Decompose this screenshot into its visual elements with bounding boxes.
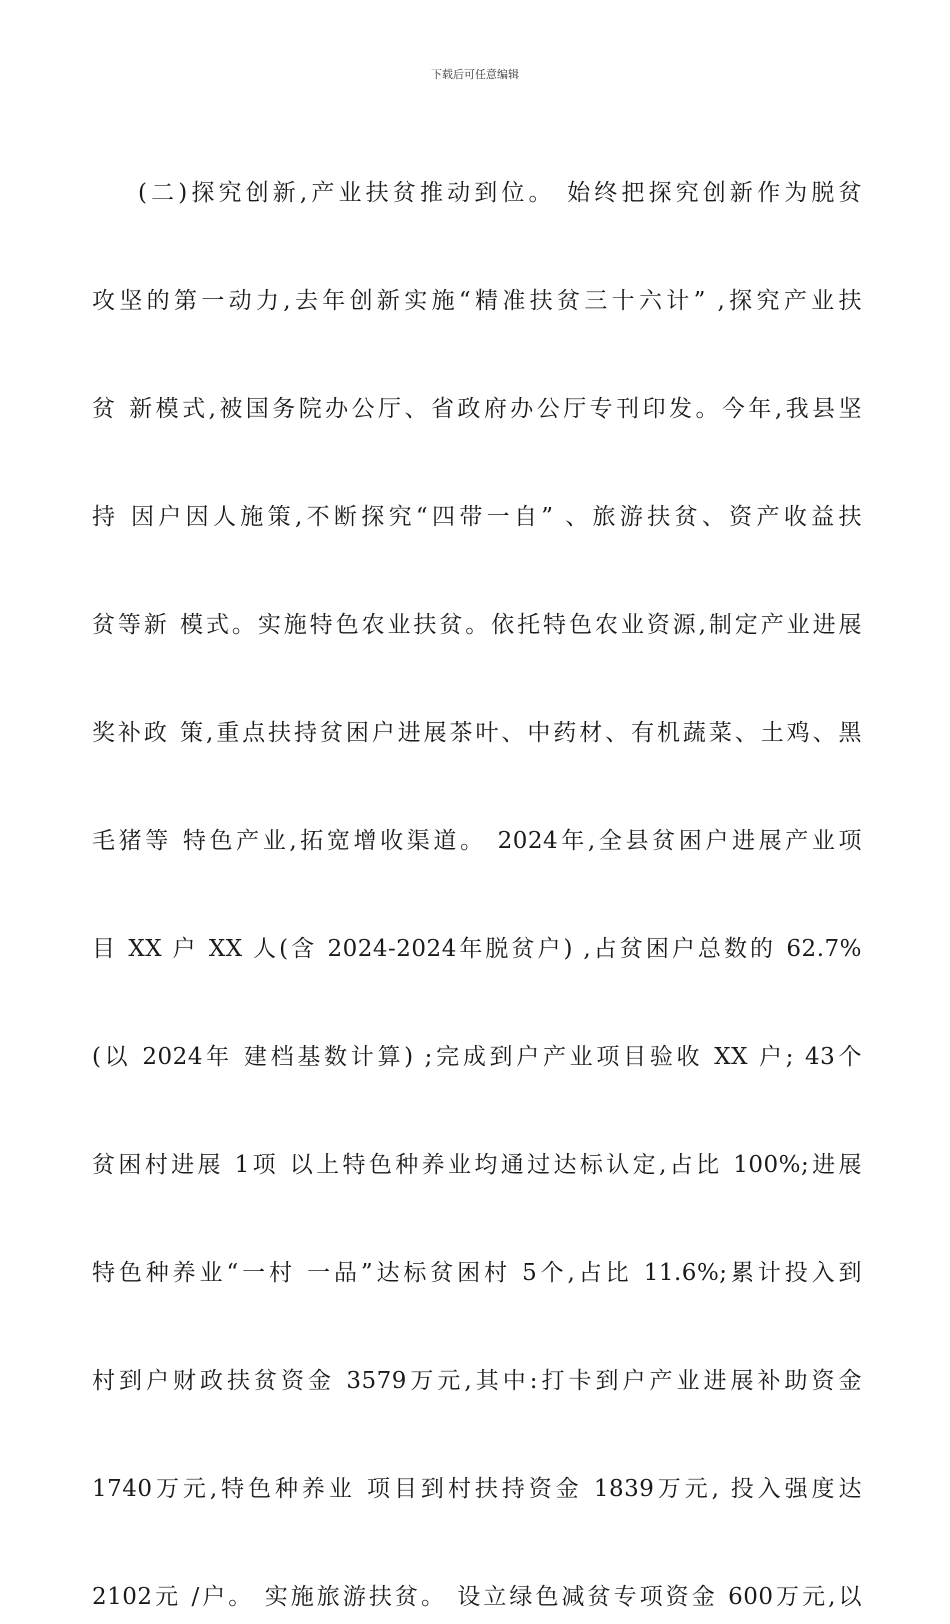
paragraph-line: 村到户财政扶贫资金 3579万元,其中:打卡到户产业进展补助资金	[92, 1368, 862, 1394]
paragraph-line: 1740万元,特色种养业 项目到村扶持资金 1839万元, 投入强度达	[92, 1476, 862, 1502]
paragraph-line: (以 2024年 建档基数计算) ;完成到户产业项目验收 XX 户; 43个	[92, 1044, 862, 1070]
document-body	[92, 166, 862, 1624]
paragraph-line: 攻坚的第一动力,去年创新实施“精准扶贫三十六计” ,探究产业扶	[92, 288, 862, 314]
paragraph-line: 毛猪等 特色产业,拓宽增收渠道。 2024年,全县贫困户进展产业项	[92, 828, 862, 854]
paragraph-line: 奖补政 策,重点扶持贫困户进展茶叶、中药材、有机蔬菜、土鸡、黑	[92, 720, 862, 746]
paragraph-line: 特色种养业“一村 一品”达标贫困村 5个,占比 11.6%;累计投入到	[92, 1260, 862, 1286]
paragraph-line: 目 XX 户 XX 人(含 2024-2024年脱贫户) ,占贫困户总数的 62.7%	[92, 936, 862, 962]
paragraph-line: (二)探究创新,产业扶贫推动到位。 始终把探究创新作为脱贫	[138, 180, 862, 206]
paragraph-line: 贫 新模式,被国务院办公厅、省政府办公厅专刊印发。今年,我县坚	[92, 396, 862, 422]
paragraph-line: 贫困村进展 1项 以上特色种养业均通过达标认定,占比 100%;进展	[92, 1152, 862, 1178]
paragraph-line: 持 因户因人施策,不断探究“四带一自” 、旅游扶贫、资产收益扶	[92, 504, 862, 530]
header-note: 下载后可任意编辑	[431, 68, 519, 81]
paragraph-line: 贫等新 模式。实施特色农业扶贫。依托特色农业资源,制定产业进展	[92, 612, 862, 638]
paragraph-line: 2102元 /户。 实施旅游扶贫。 设立绿色减贫专项资金 600万元,以	[92, 1584, 862, 1610]
